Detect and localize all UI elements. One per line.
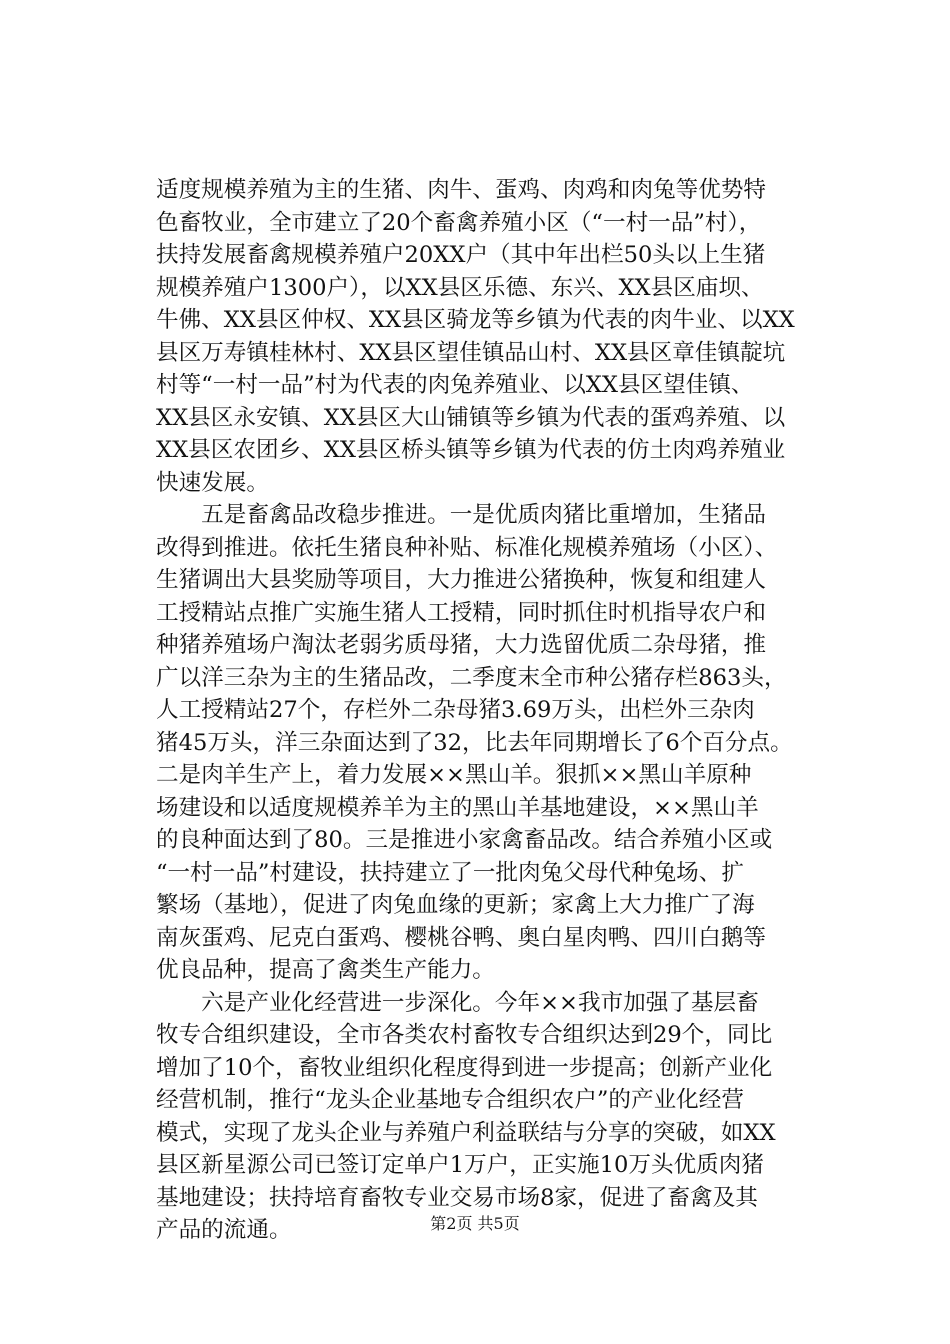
text-line: 县区新星源公司已签订定单户1万户，正实施10万头优质肉猪 bbox=[156, 1152, 764, 1178]
text-line: 南灰蛋鸡、尼克白蛋鸡、樱桃谷鸭、奥白星肉鸭、四川白鹅等 bbox=[156, 924, 767, 951]
text-line: 生猪调出大县奖励等项目，大力推进公猪换种，恢复和组建人 bbox=[156, 567, 767, 593]
text-line: 快速发展。 bbox=[156, 469, 269, 496]
text-line: 增加了10个，畜牧业组织化程度得到进一步提高；创新产业化 bbox=[156, 1054, 773, 1081]
text-line: 经营机制，推行“龙头企业基地专合组织农户”的产业化经营 bbox=[156, 1087, 744, 1113]
text-line: 规模养殖户1300户），以XX县区乐德、东兴、XX县区庙坝、 bbox=[156, 274, 764, 301]
text-line: 广以洋三杂为主的生猪品改，二季度末全市种公猪存栏863头， bbox=[156, 664, 787, 691]
text-line: 色畜牧业，全市建立了20个畜禽养殖小区（“一村一品”村）， bbox=[156, 209, 762, 236]
text-line: 牧专合组织建设，全市各类农村畜牧专合组织达到29个，同比 bbox=[156, 1022, 773, 1048]
text-line: 模式，实现了龙头企业与养殖户利益联结与分享的突破，如XX bbox=[156, 1119, 776, 1146]
text-line: 种猪养殖场户淘汰老弱劣质母猪，大力选留优质二杂母猪，推 bbox=[156, 632, 767, 658]
text-line: 优良品种，提高了禽类生产能力。 bbox=[156, 957, 495, 983]
text-line: 工授精站点推广实施生猪人工授精，同时抓住时机指导农户和 bbox=[156, 599, 767, 626]
text-line: 人工授精站27个，存栏外二杂母猪3.69万头，出栏外三杂肉 bbox=[156, 697, 755, 723]
text-line: XX县区永安镇、XX县区大山铺镇等乡镇为代表的蛋鸡养殖、以 bbox=[156, 404, 786, 431]
text-line: 五是畜禽品改稳步推进。一是优质肉猪比重增加，生猪品 bbox=[156, 502, 767, 528]
page-footer: 第2页 共5页 bbox=[430, 1214, 520, 1233]
text-line: 场建设和以适度规模养羊为主的黑山羊基地建设，××黑山羊 bbox=[156, 794, 759, 821]
text-line: 的良种面达到了80。三是推进小家禽畜品改。结合养殖小区或 bbox=[156, 827, 773, 853]
text-line: 产品的流通。 bbox=[156, 1217, 292, 1243]
text-line: 基地建设；扶持培育畜牧专业交易市场8家，促进了畜禽及其 bbox=[156, 1184, 758, 1211]
text-line: 繁场（基地），促进了肉兔血缘的更新；家禽上大力推广了海 bbox=[156, 892, 755, 918]
text-line: 县区万寿镇桂林村、XX县区望佳镇品山村、XX县区章佳镇靛坑 bbox=[156, 339, 786, 366]
text-line: 猪45万头，洋三杂面达到了32，比去年同期增长了6个百分点。 bbox=[156, 729, 793, 756]
text-line: 适度规模养殖为主的生猪、肉牛、蛋鸡、肉鸡和肉兔等优势特 bbox=[156, 177, 767, 203]
text-line: 二是肉羊生产上，着力发展××黑山羊。狠抓××黑山羊原种 bbox=[156, 762, 752, 788]
body-text bbox=[156, 174, 796, 1247]
text-line: “一村一品”村建设，扶持建立了一批肉兔父母代种兔场、扩 bbox=[156, 859, 744, 886]
text-line: 六是产业化经营进一步深化。今年××我市加强了基层畜 bbox=[156, 989, 759, 1016]
text-line: 扶持发展畜禽规模养殖户20XX户（其中年出栏50头以上生猪 bbox=[156, 242, 766, 268]
text-line: 改得到推进。依托生猪良种补贴、标准化规模养殖场（小区）、 bbox=[156, 534, 778, 561]
text-line: XX县区农团乡、XX县区桥头镇等乡镇为代表的仿土肉鸡养殖业 bbox=[156, 437, 786, 463]
text-line: 牛佛、XX县区仲权、XX县区骑龙等乡镇为代表的肉牛业、以XX bbox=[156, 307, 795, 333]
text-line: 村等“一村一品”村为代表的肉兔养殖业、以XX县区望佳镇、 bbox=[156, 372, 754, 398]
